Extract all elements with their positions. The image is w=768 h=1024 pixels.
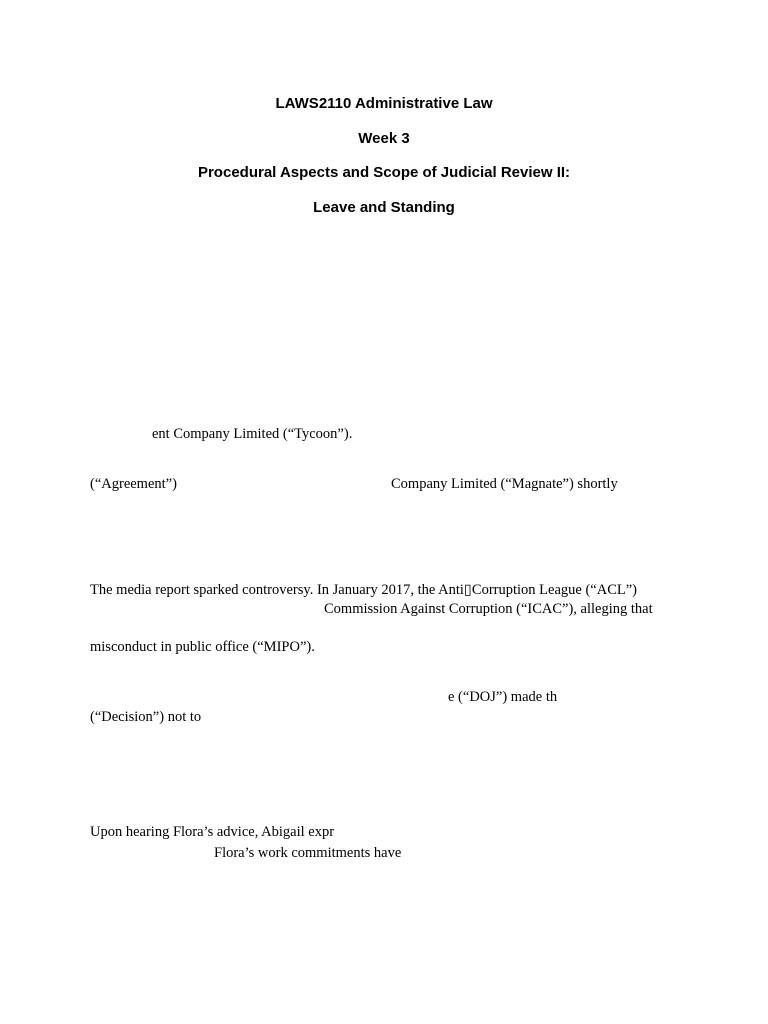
text-fragment-magnate: Company Limited (“Magnate”) shortly bbox=[391, 476, 618, 492]
text-fragment-media-report: The media report sparked controversy. In January 2017, the Anti▯Corruption League (“ACL”) bbox=[90, 582, 637, 598]
topic-title: Procedural Aspects and Scope of Judicial Review II: bbox=[197, 164, 571, 181]
text-fragment-doj: e (“DOJ”) made th bbox=[448, 689, 558, 705]
text-fragment-tycoon: ent Company Limited (“Tycoon”). bbox=[152, 426, 353, 442]
subtopic-title: Leave and Standing bbox=[313, 199, 455, 216]
course-title: LAWS2110 Administrative Law bbox=[275, 95, 493, 112]
text-fragment-agreement: (“Agreement”) bbox=[90, 476, 177, 492]
text-fragment-decision: (“Decision”) not to bbox=[90, 709, 202, 725]
text-fragment-icac: Commission Against Corruption (“ICAC”), alleging that bbox=[324, 601, 653, 617]
text-fragment-flora: Flora’s work commitments have bbox=[214, 845, 402, 861]
text-fragment-mipo: misconduct in public office (“MIPO”). bbox=[90, 639, 315, 655]
text-fragment-abigail: Upon hearing Flora’s advice, Abigail expr bbox=[90, 824, 335, 840]
week-title: Week 3 bbox=[358, 130, 410, 147]
